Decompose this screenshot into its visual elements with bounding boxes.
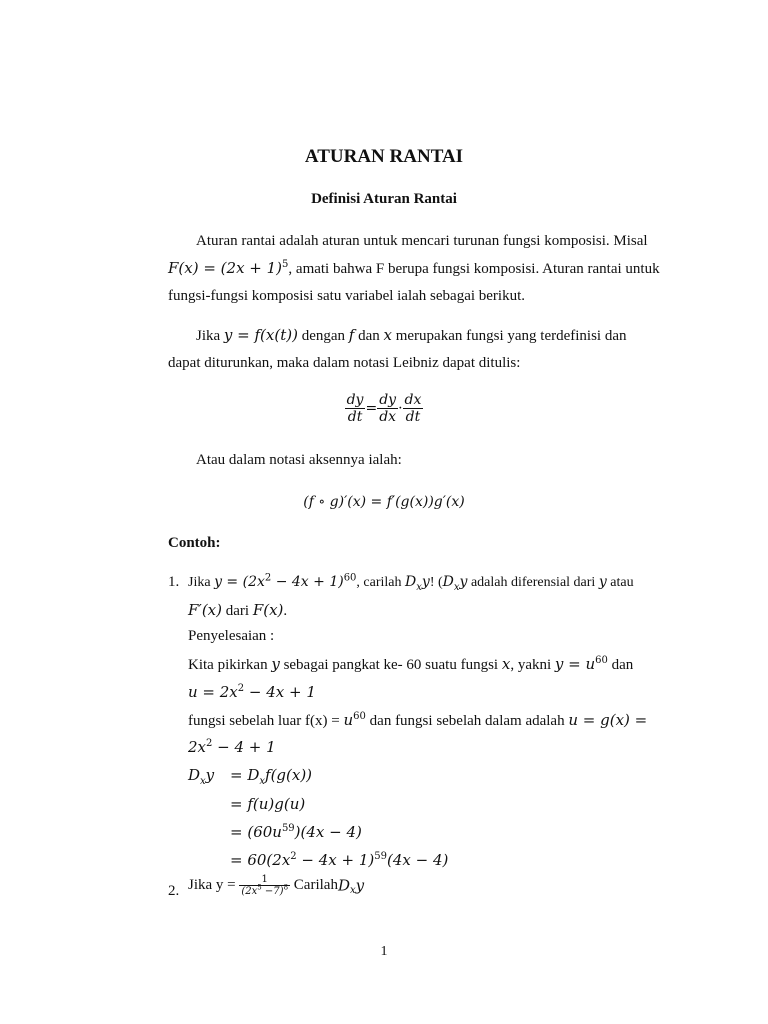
- example-1-line-1: Jika $y = (2x^2 - 4x + 1)^{60}$, carilah $D_xy$! ($D_xy$ adalah diferensial dari y atau: [188, 572, 634, 593]
- example-1-line-2: F′(x) dari F(x).: [188, 601, 288, 619]
- contoh-label: Contoh:: [168, 535, 221, 551]
- jika-line-2: dapat diturunkan, maka dalam notasi Leibniz dapat ditulis:: [168, 355, 521, 371]
- fraction-dy-dx: $\frac{dy}{dx}$: [379, 392, 397, 425]
- example-1-number: 1.: [168, 574, 180, 590]
- penyelesaian-label: Penyelesaian :: [188, 628, 275, 644]
- example-1-line-4: Kita pikirkan y sebagai pangkat ke- 60 suatu fungsi x, yakni $y = u^{60}$ dan: [188, 655, 634, 673]
- derivation-step-3: = $(60u^{59})(4x - 4)$: [230, 823, 362, 841]
- aksen-formula: (f ∘ g)′(x) = f′(g(x))g′(x): [303, 494, 465, 510]
- fraction-dy-dt: $\frac{dy}{dt}$: [346, 392, 364, 425]
- section-heading: Definisi Aturan Rantai: [311, 191, 457, 207]
- example-2-fraction: $\frac{1}{(2x^5 -7)^8}$: [241, 874, 289, 897]
- derivation-step-4: = $60(2x^2 - 4x + 1)^{59}(4x - 4)$: [230, 851, 449, 869]
- leibniz-formula: $\frac{dy}{dt}$ = $\frac{dy}{dx}$ · $\frac{dx}{dt}$: [346, 392, 422, 425]
- jika-line-1: Jika y = f(x(t)) dengan f dan x merupakan fungsi yang terdefinisi dan: [196, 326, 627, 344]
- intro-line-2: $F(x) = (2x + 1)^5$, amati bahwa F berupa fungsi komposisi. Aturan rantai untuk: [168, 259, 660, 277]
- intro-paragraph: [168, 228, 661, 310]
- example-2-number: 2.: [168, 883, 180, 899]
- derivation-step-2: = f(u)g(u): [230, 795, 306, 813]
- page-title: ATURAN RANTAI: [304, 146, 464, 167]
- example-2-line: Jika y = $\frac{1}{(2x^5 -7)^8}$ CarilahD$_x$y: [188, 874, 365, 897]
- fraction-dx-dt: $\frac{dx}{dt}$: [404, 392, 422, 425]
- derivation-step-1: = $D_xf(g(x))$: [230, 766, 313, 787]
- intro-line-1: Aturan rantai adalah aturan untuk mencari turunan fungsi komposisi. Misal: [196, 233, 648, 249]
- example-1-line-7: $2x^2 - 4 + 1$: [188, 738, 276, 756]
- jika-paragraph: [168, 322, 661, 377]
- page-number: 1: [380, 944, 388, 959]
- example-1-line-6: fungsi sebelah luar $f(x) = u^{60}$ dan fungsi sebelah dalam adalah u = g(x) =: [188, 711, 648, 729]
- derivation-lhs: $D_xy$: [188, 766, 215, 787]
- aksen-text: Atau dalam notasi aksennya ialah:: [196, 452, 402, 468]
- intro-line-3: fungsi-fungsi komposisi satu variabel ialah sebagai berikut.: [168, 288, 526, 304]
- example-1-line-5: $u = 2x^2 - 4x + 1$: [188, 683, 316, 701]
